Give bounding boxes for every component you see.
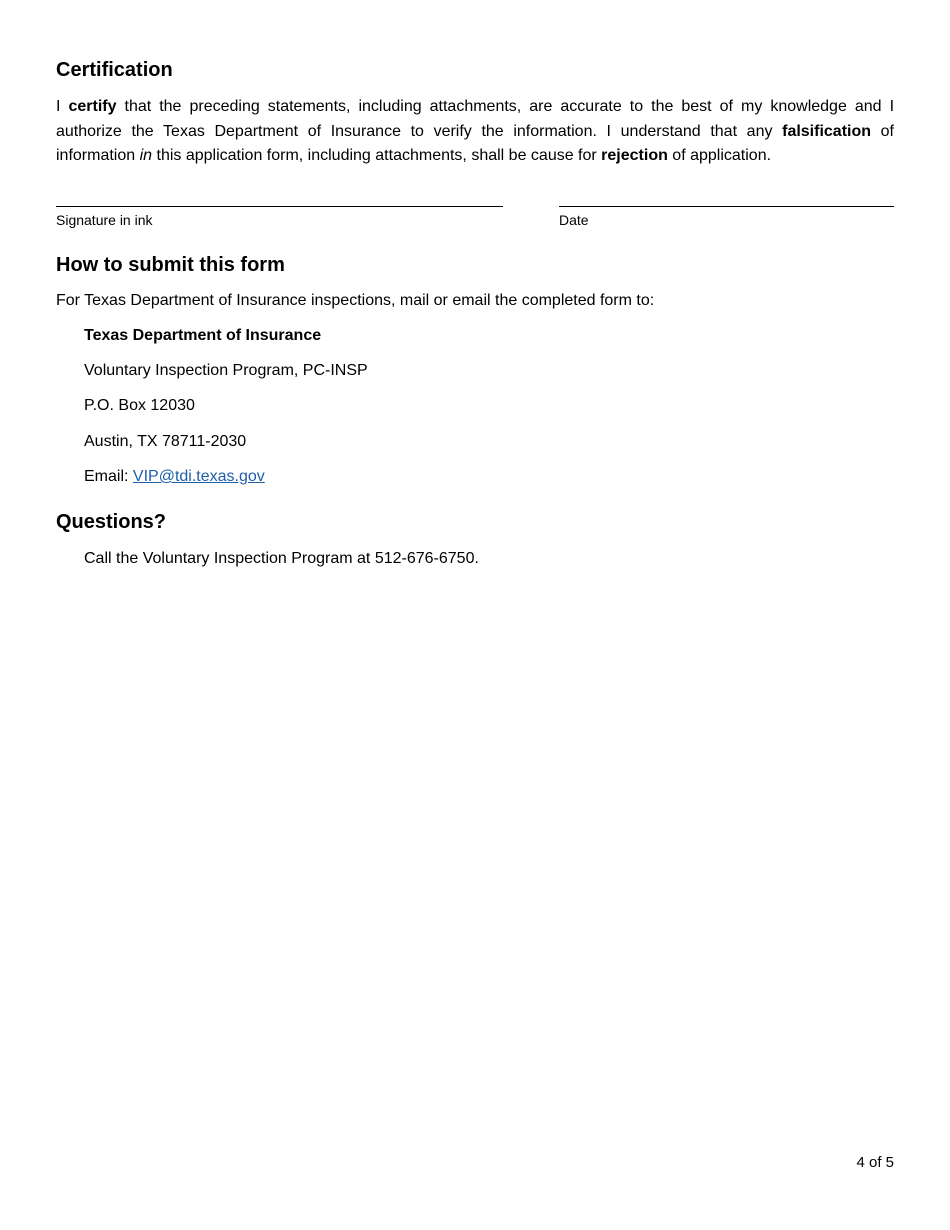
cert-text-3: of information	[56, 122, 894, 164]
cert-text-5: of application.	[667, 147, 772, 164]
cert-text-1: I	[56, 98, 69, 115]
date-label: Date	[559, 212, 589, 228]
cert-text-2: that the preceding statements, including attachments, are accurate to the best of my knowledge and I authorize the Texas Department of Insurance to verify the information. I understand that any	[56, 98, 895, 140]
submit-heading: How to submit this form	[56, 254, 285, 276]
address-org-name: Texas Department of Insurance	[84, 327, 322, 344]
document-page	[56, 0, 894, 1230]
cert-bold-certify: certify	[68, 98, 117, 115]
cert-bold-rejection: rejection	[601, 147, 668, 164]
email-link[interactable]: VIP@tdi.texas.gov	[132, 468, 265, 485]
address-program: Voluntary Inspection Program, PC-INSP	[84, 362, 368, 379]
date-line[interactable]	[559, 206, 894, 207]
questions-text: Call the Voluntary Inspection Program at 512-676-6750.	[84, 550, 479, 567]
signature-label: Signature in ink	[56, 212, 153, 228]
email-label: Email:	[84, 468, 133, 485]
cert-bold-falsification: falsification	[782, 122, 872, 140]
cert-text-4: this application form, including attachments, shall be cause for	[152, 147, 602, 164]
questions-heading: Questions?	[56, 511, 167, 533]
signature-line[interactable]	[56, 206, 503, 207]
certification-statement	[56, 95, 894, 169]
address-po-box: P.O. Box 12030	[84, 397, 195, 414]
certification-heading: Certification	[56, 59, 173, 81]
cert-italic-in: in	[139, 147, 153, 164]
address-email-line	[84, 468, 265, 486]
submit-intro: For Texas Department of Insurance inspections, mail or email the completed form to:	[56, 292, 655, 309]
page-number: 4 of 5	[856, 1154, 894, 1171]
address-city: Austin, TX 78711-2030	[84, 433, 247, 450]
